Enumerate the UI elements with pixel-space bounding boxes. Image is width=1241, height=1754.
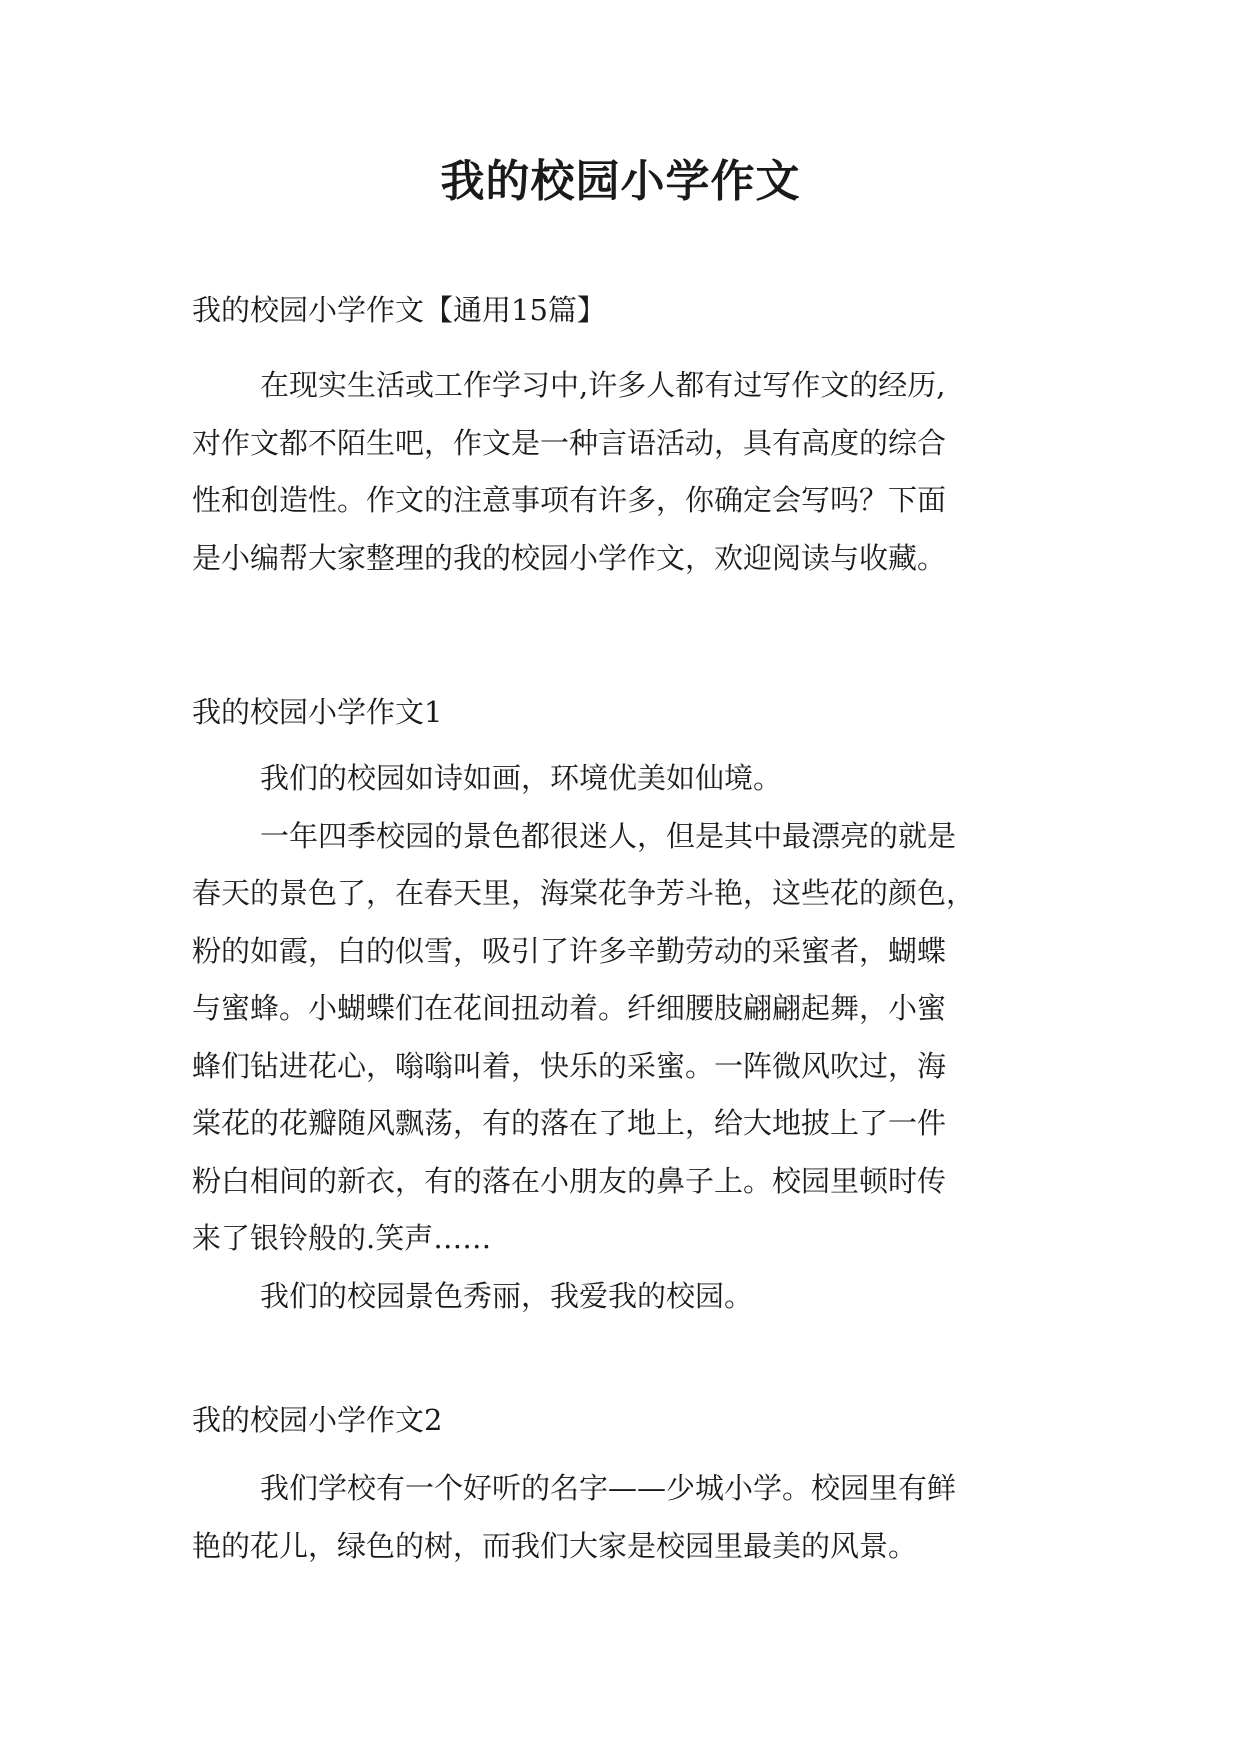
- document-title: 我的校园小学作文: [440, 156, 801, 207]
- intro-line: 在现实生活或工作学习中,许多人都有过写作文的经历,: [260, 368, 946, 402]
- essay-1-line: 粉的如霞，白的似雪，吸引了许多辛勤劳动的采蜜者，蝴蝶: [192, 933, 947, 968]
- essay-1-body: [192, 750, 1062, 1325]
- essay-1-line: 与蜜蜂。小蝴蝶们在花间扭动着。纤细腰肢翩翩起舞，小蜜: [192, 991, 947, 1025]
- essay-1-heading: 我的校园小学作文1: [192, 695, 443, 729]
- essay-2-line: 我们学校有一个好听的名字——少城小学。校园里有鲜: [260, 1471, 957, 1505]
- essay-1-line: 我们的校园景色秀丽，我爱我的校园。: [260, 1278, 754, 1313]
- document-subtitle: 我的校园小学作文【通用15篇】: [192, 293, 606, 327]
- essay-2-line: 艳的花儿，绿色的树，而我们大家是校园里最美的风景。: [192, 1528, 918, 1563]
- essay-1-line: 来了银铃般的.笑声……: [192, 1221, 492, 1255]
- essay-1-line: 蜂们钻进花心，嗡嗡叫着，快乐的采蜜。一阵微风吹过，海: [192, 1048, 947, 1083]
- intro-line: 性和创造性。作文的注意事项有许多，你确定会写吗？下面: [192, 483, 947, 517]
- essay-1-line: 一年四季校园的景色都很迷人，但是其中最漂亮的就是: [260, 818, 957, 853]
- essay-1-line: 粉白相间的新衣，有的落在小朋友的鼻子上。校园里顿时传: [192, 1163, 947, 1198]
- essay-2-heading: 我的校园小学作文2: [192, 1403, 443, 1437]
- intro-line: 对作文都不陌生吧，作文是一种言语活动，具有高度的综合: [192, 425, 947, 460]
- intro-paragraph: [192, 357, 1062, 587]
- essay-1-line: 棠花的花瓣随风飘荡，有的落在了地上，给大地披上了一件: [192, 1106, 947, 1140]
- intro-line: 是小编帮大家整理的我的校园小学作文，欢迎阅读与收藏。: [192, 540, 947, 575]
- essay-1-line: 春天的景色了，在春天里，海棠花争芳斗艳，这些花的颜色，: [192, 876, 976, 910]
- essay-2-body: [192, 1460, 1062, 1575]
- essay-1-line: 我们的校园如诗如画，环境优美如仙境。: [260, 761, 783, 795]
